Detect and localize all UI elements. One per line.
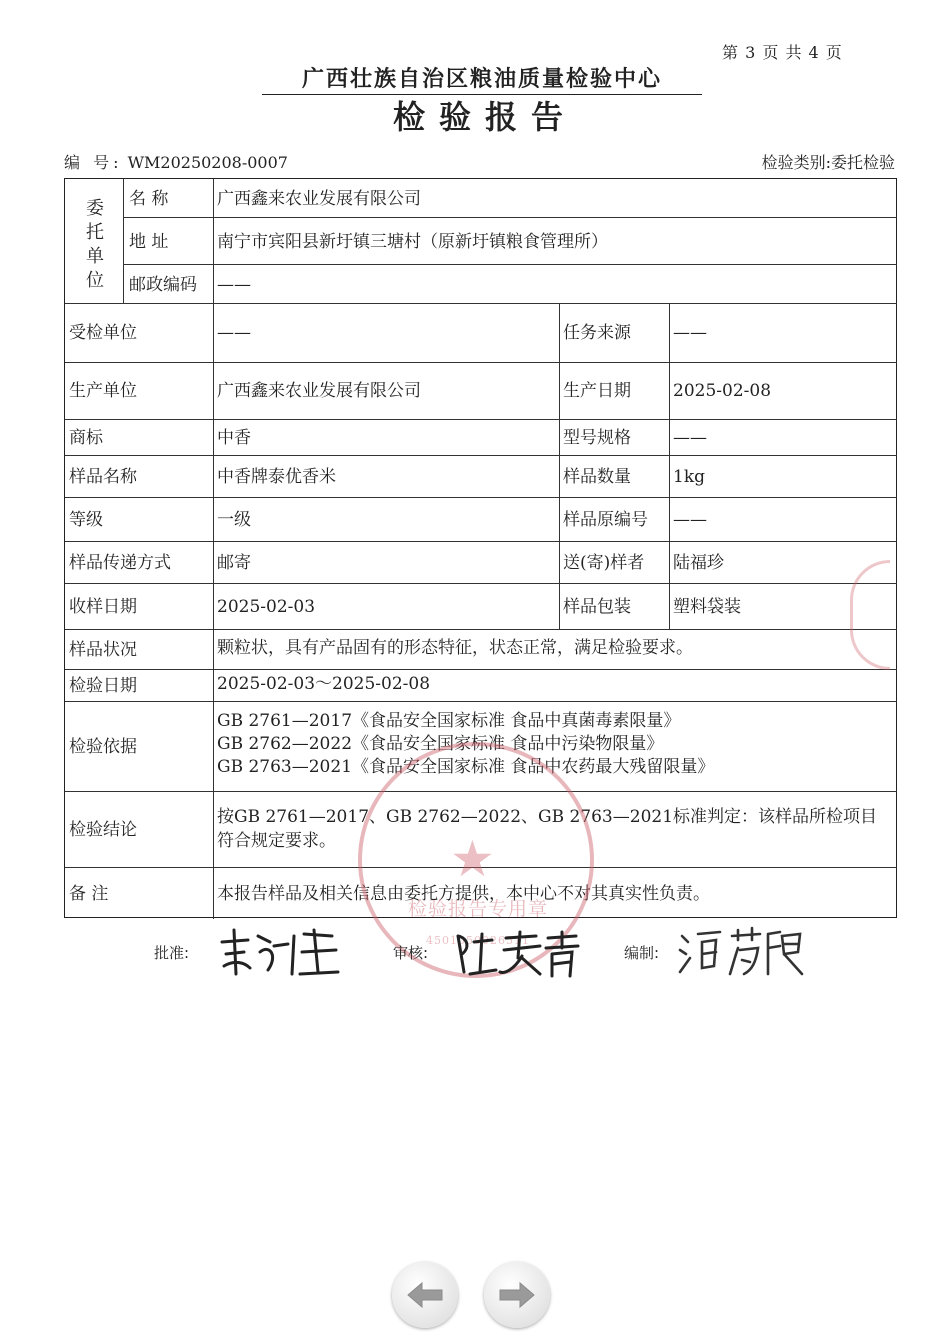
brand-value: 中香 — [217, 428, 251, 448]
model-label: 型号规格 — [563, 428, 631, 448]
sample-condition-value: 颗粒状，具有产品固有的形态特征，状态正常，满足检验要求。 — [217, 638, 693, 658]
sender-label: 送(寄)样者 — [563, 553, 645, 573]
inspected-unit-label: 受检单位 — [69, 323, 137, 343]
original-number-label: 样品原编号 — [563, 510, 648, 530]
organization-title: 广西壮族自治区粮油质量检验中心 — [262, 62, 702, 95]
report-table — [64, 178, 897, 918]
report-number-value: WM20250208-0007 — [127, 153, 288, 172]
basis-item: GB 2762—2022《食品安全国家标准 食品中污染物限量》 — [217, 734, 664, 754]
receipt-date-value: 2025-02-03 — [217, 597, 316, 617]
packaging-label: 样品包装 — [563, 597, 631, 617]
report-number — [64, 150, 288, 173]
packaging-value: 塑料袋装 — [673, 597, 741, 617]
client-name-label: 名 称 — [129, 189, 169, 209]
production-date-label: 生产日期 — [563, 381, 631, 401]
preparer-label: 编制: — [624, 944, 660, 962]
seal-star-icon: ★ — [450, 830, 495, 888]
client-postcode-value: —— — [217, 275, 251, 295]
previous-page-button[interactable] — [392, 1262, 458, 1328]
sample-quantity-value: 1kg — [673, 467, 705, 487]
inspection-date-value: 2025-02-03～2025-02-08 — [217, 674, 431, 694]
reviewer-label: 审核: — [393, 944, 429, 962]
report-title: 检验报告 — [392, 98, 577, 136]
brand-label: 商标 — [69, 428, 103, 448]
grade-value: 一级 — [217, 510, 251, 530]
client-address-label: 地 址 — [129, 232, 169, 252]
sender-value: 陆福珍 — [673, 553, 724, 573]
seal-code: 4501050026511 — [426, 934, 530, 947]
sample-quantity-label: 样品数量 — [563, 467, 631, 487]
task-source-value: —— — [673, 323, 707, 343]
arrow-right-icon — [498, 1280, 536, 1310]
report-number-label: 编 号: — [64, 153, 123, 172]
approver-signature — [214, 922, 344, 984]
sample-condition-label: 样品状况 — [69, 640, 137, 660]
conclusion-label: 检验结论 — [69, 820, 137, 840]
producer-label: 生产单位 — [69, 381, 137, 401]
client-name-value: 广西鑫来农业发展有限公司 — [217, 189, 421, 209]
grade-label: 等级 — [69, 510, 103, 530]
basis-item: GB 2763—2021《食品安全国家标准 食品中农药最大残留限量》 — [217, 757, 715, 777]
reviewer-signature — [452, 928, 582, 980]
production-date-value: 2025-02-08 — [673, 381, 772, 401]
inspection-basis-list — [217, 710, 887, 779]
page-indicator: 第 3 页 共 4 页 — [722, 43, 843, 62]
sample-name-label: 样品名称 — [69, 467, 137, 487]
delivery-method-label: 样品传递方式 — [69, 553, 171, 573]
inspected-unit-value: —— — [217, 323, 251, 343]
delivery-method-value: 邮寄 — [217, 553, 251, 573]
conclusion-value: 按GB 2761—2017、GB 2762—2022、GB 2763—2021标准判定：该样品所检项目符合规定要求。 — [217, 807, 878, 851]
producer-value: 广西鑫来农业发展有限公司 — [217, 381, 421, 401]
basis-item: GB 2761—2017《食品安全国家标准 食品中真菌毒素限量》 — [217, 711, 681, 731]
task-source-label: 任务来源 — [563, 323, 631, 343]
approver-label: 批准: — [154, 944, 190, 962]
seal-text: 检验报告专用章 — [407, 898, 548, 920]
model-value: —— — [673, 428, 707, 448]
sample-name-value: 中香牌泰优香米 — [217, 467, 336, 487]
client-postcode-label: 邮政编码 — [129, 275, 197, 295]
next-page-button[interactable] — [484, 1262, 550, 1328]
original-number-value: —— — [673, 510, 707, 530]
inspection-type: 检验类别:委托检验 — [761, 153, 895, 172]
preparer-signature — [676, 926, 806, 982]
client-group-label: 委 托 单 位 — [86, 198, 104, 291]
receipt-date-label: 收样日期 — [69, 597, 137, 617]
remarks-label: 备 注 — [69, 884, 109, 904]
arrow-left-icon — [406, 1280, 444, 1310]
client-address-value: 南宁市宾阳县新圩镇三塘村（原新圩镇粮食管理所） — [217, 232, 608, 252]
inspection-basis-label: 检验依据 — [69, 737, 137, 757]
remarks-value: 本报告样品及相关信息由委托方提供，本中心不对其真实性负责。 — [217, 884, 710, 904]
inspection-date-label: 检验日期 — [69, 676, 137, 696]
